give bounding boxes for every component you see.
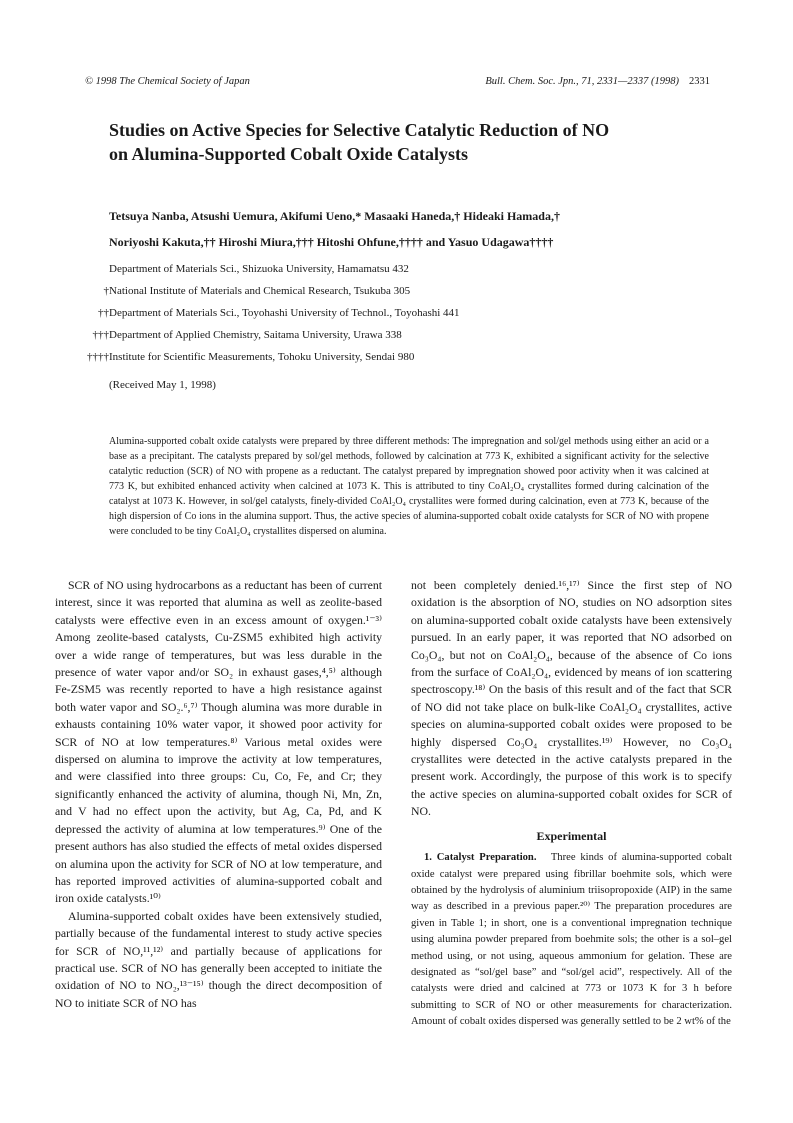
- affiliation-mark: †††: [92, 329, 109, 341]
- affiliation-text: Department of Materials Sci., Shizuoka University, Hamamatsu 432: [109, 263, 409, 275]
- affiliation-mark: †: [103, 285, 109, 297]
- affiliation-4: [55, 324, 715, 346]
- affiliation-text: Department of Materials Sci., Toyohashi University of Technol., Toyohashi 441: [109, 307, 460, 319]
- affiliation-text: Department of Applied Chemistry, Saitama University, Urawa 338: [109, 329, 402, 341]
- affiliation-mark: ††††: [87, 351, 109, 363]
- catalyst-preparation-text: Three kinds of alumina-supported cobalt oxide catalyst were prepared using fibrillar boehmite sols, which were obtained by the hydrolysis of aluminium triisopropoxide (AIP) in the same way as described in a previous paper.²⁰⁾ The preparation procedures are given in Table 1; in short, one is a conventional impregnation technique using alumina powder prepared from boehmite sols; the other is a sol–gel method using, or not using, aqueous ammonium for gelation. These are designated as “sol/gel base” and “sol/gel acid”, respectively. All of the catalysts were dried and calcined at 773 or 1073 K for 3 h before submitting to SCR of NO or other measurements for characterization. Amount of cobalt oxides dispersed was generally settled to be 2 wt% of the: [411, 852, 732, 1028]
- intro-paragraph-2: Alumina-supported cobalt oxides have been extensively studied, partially because of the fundamental interest to study active species for SCR of NO,¹¹,¹²⁾ and partially because of applications for practical use. SCR of NO has generally been accepted to initiate the oxidation of NO to NO₂,¹³⁻¹⁵⁾ though the direct decomposition of NO to initiate SCR of NO has: [55, 908, 382, 1010]
- affiliations: [55, 258, 715, 368]
- journal-reference: Bull. Chem. Soc. Jpn., 71, 2331—2337 (1998): [485, 76, 679, 87]
- catalyst-preparation-paragraph: [411, 850, 732, 1030]
- affiliation-2: [55, 280, 715, 302]
- title-line-2: on Alumina-Supported Cobalt Oxide Catalysts: [109, 144, 469, 164]
- affiliation-5: [55, 346, 715, 368]
- received-date: (Received May 1, 1998): [109, 379, 216, 391]
- abstract: [109, 434, 709, 539]
- page-number: 2331: [689, 76, 710, 87]
- affiliation-3: [55, 302, 715, 324]
- affiliation-1: [55, 258, 715, 280]
- title-line-1: Studies on Active Species for Selective Catalytic Reduction of NO: [109, 120, 610, 140]
- section-heading-experimental: Experimental: [536, 828, 607, 843]
- intro-paragraph-1: SCR of NO using hydrocarbons as a reductant has been of current interest, since it was reported that alumina as well as zeolite-based catalysts were effective even in an excess amount of oxygen.¹⁻³⁾ Among zeolite-based catalysts, Cu-ZSM5 exhibited high activity over a wide range of temperatures, but was less durable in the presence of water vapor and/or SO₂ in exhaust gases,⁴,⁵⁾ although Fe-ZSM5 was recently reported to have a high resistance against both water vapor and SO₂.⁶,⁷⁾ Though alumina was more durable in exhausts containing 10% water vapor, it showed poor activity for SCR of NO at low temperatures.⁸⁾ Various metal oxides were dispersed on alumina to improve the activity at low temperatures, and were classified into three groups: Cu, Co, Fe, and Cr; they significantly enhanced the activity of alumina, though Ni, Mn, Zn, and V had no effect upon the activity, but Ag, Ca, Pd, and K depressed the activity of alumina at low temperatures.⁹⁾ One of the present authors has also studied the effects of metal oxides dispersed on alumina upon the activity for SCR of NO at low temperature, and has reported improved activities of alumina-supported cobalt and iron oxide catalysts.¹⁰⁾: [55, 578, 382, 906]
- abstract-text: Alumina-supported cobalt oxide catalysts were prepared by three different methods: The impregnation and sol/gel methods using either an acid or a base as a precipitant. The catalysts prepared by sol/gel methods, followed by calcination at 773 K, exhibited a significant activity for the selective catalytic reduction (SCR) of NO with propene as a reductant. The catalyst prepared by impregnation showed poor activity when it was calcined at 773 K, but exhibited enhanced activity when calcined at 1073 K. This is attributed to tiny CoAl₂O₄ crystallites formed during calcination of the catalyst at 1073 K. However, in sol/gel catalysts, finely-divided CoAl₂O₄ crystallites were formed during calcination, even at 773 K, because of the high dispersion of Co ions in the alumina support. Thus, the active species of alumina-supported cobalt oxide catalysts for SCR of NO with propene were concluded to be tiny CoAl₂O₄ crystallites dispersed on alumina.: [109, 436, 709, 537]
- copyright-notice: © 1998 The Chemical Society of Japan: [85, 76, 250, 87]
- authors-line-2: Noriyoshi Kakuta,†† Hiroshi Miura,††† Hitoshi Ohfune,†††† and Yasuo Udagawa††††: [109, 235, 554, 249]
- affiliation-text: Institute for Scientific Measurements, Tohoku University, Sendai 980: [109, 351, 415, 363]
- affiliation-mark: ††: [98, 307, 109, 319]
- intro-paragraph-3: not been completely denied.¹⁶,¹⁷⁾ Since the first step of NO oxidation is the absorption of NO, studies on NO adsorption sites on alumina-supported cobalt oxide catalysts have been extensively pursued. In an early paper, it was reported that NO adsorbed on Co₃O₄, but not on CoAl₂O₄, because of the absence of Co ions from the surface of CoAl₂O₄, evidenced by means of ion scattering spectroscopy.¹⁸⁾ On the basis of this result and of the fact that SCR of NO did not take place on bulk-like CoAl₂O₄ crystallites, active species on alumina-supported cobalt oxides were proposed to be highly dispersed Co₃O₄ crystallites.¹⁹⁾ However, no Co₃O₄ crystallites were detected in the active catalysts prepared in the present work. Accordingly, the purpose of this work is to specify the active species on alumina-supported cobalt oxides for SCR of NO.: [411, 578, 732, 819]
- author-list: [109, 203, 709, 255]
- subsection-heading: 1. Catalyst Preparation.: [424, 852, 537, 864]
- body-column-right: [411, 577, 732, 1031]
- body-column-left: [55, 577, 382, 1012]
- authors-line-1: Tetsuya Nanba, Atsushi Uemura, Akifumi Ueno,* Masaaki Haneda,† Hideaki Hamada,†: [109, 209, 560, 223]
- article-title: [109, 118, 689, 166]
- journal-citation: [454, 76, 710, 87]
- affiliation-text: National Institute of Materials and Chemical Research, Tsukuba 305: [109, 285, 411, 297]
